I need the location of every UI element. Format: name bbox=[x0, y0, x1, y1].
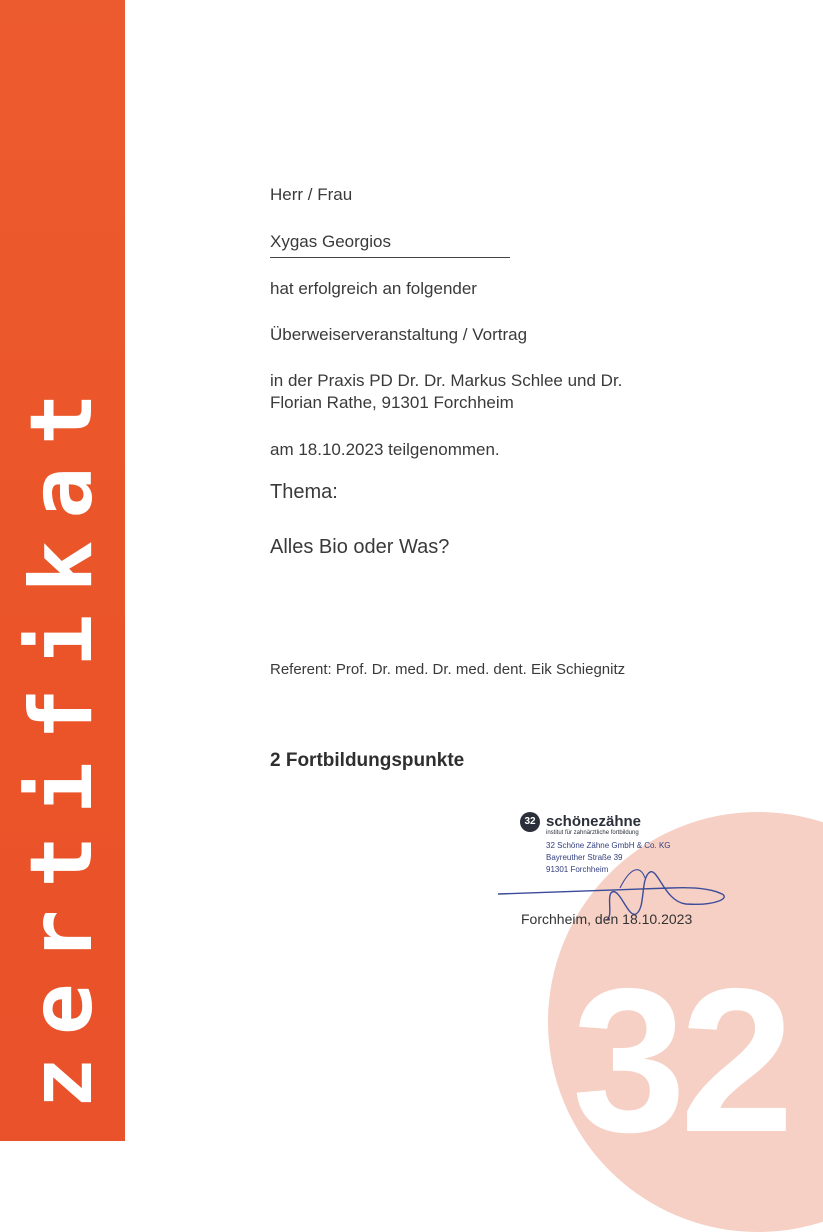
side-band bbox=[0, 0, 125, 1141]
participant-name: Xygas Georgios bbox=[270, 232, 391, 251]
location-line-2: Florian Rathe, 91301 Forchheim bbox=[270, 393, 514, 412]
badge-number: 32 bbox=[572, 946, 789, 1175]
topic: Alles Bio oder Was? bbox=[270, 536, 450, 558]
event-type: Überweiserveranstaltung / Vortrag bbox=[270, 325, 528, 344]
location-line-1: in der Praxis PD Dr. Dr. Markus Schlee und Dr. bbox=[270, 371, 623, 390]
continuing-education-points: 2 Fortbildungspunkte bbox=[270, 750, 465, 771]
topic-heading: Thema: bbox=[270, 481, 338, 503]
stamp-logo-icon: 32 bbox=[520, 812, 540, 832]
stamp-company: 32 Schöne Zähne GmbH & Co. KG bbox=[546, 841, 671, 850]
name-underline bbox=[270, 257, 510, 258]
speaker: Referent: Prof. Dr. med. Dr. med. dent. Eik Schiegnitz bbox=[270, 661, 626, 678]
side-title-zertifikat: zertifikat bbox=[12, 371, 112, 1109]
place-and-date: Forchheim, den 18.10.2023 bbox=[521, 911, 693, 927]
stamp-city: 91301 Forchheim bbox=[546, 865, 609, 874]
stamp-brand: schönezähne bbox=[546, 813, 642, 830]
stamp-tagline: institut für zahnärztliche fortbildung bbox=[546, 830, 639, 836]
stamp-street: Bayreuther Straße 39 bbox=[546, 853, 623, 862]
salutation: Herr / Frau bbox=[270, 185, 353, 204]
successfully-line: hat erfolgreich an folgender bbox=[270, 279, 477, 298]
attendance-line: am 18.10.2023 teilgenommen. bbox=[270, 440, 500, 459]
